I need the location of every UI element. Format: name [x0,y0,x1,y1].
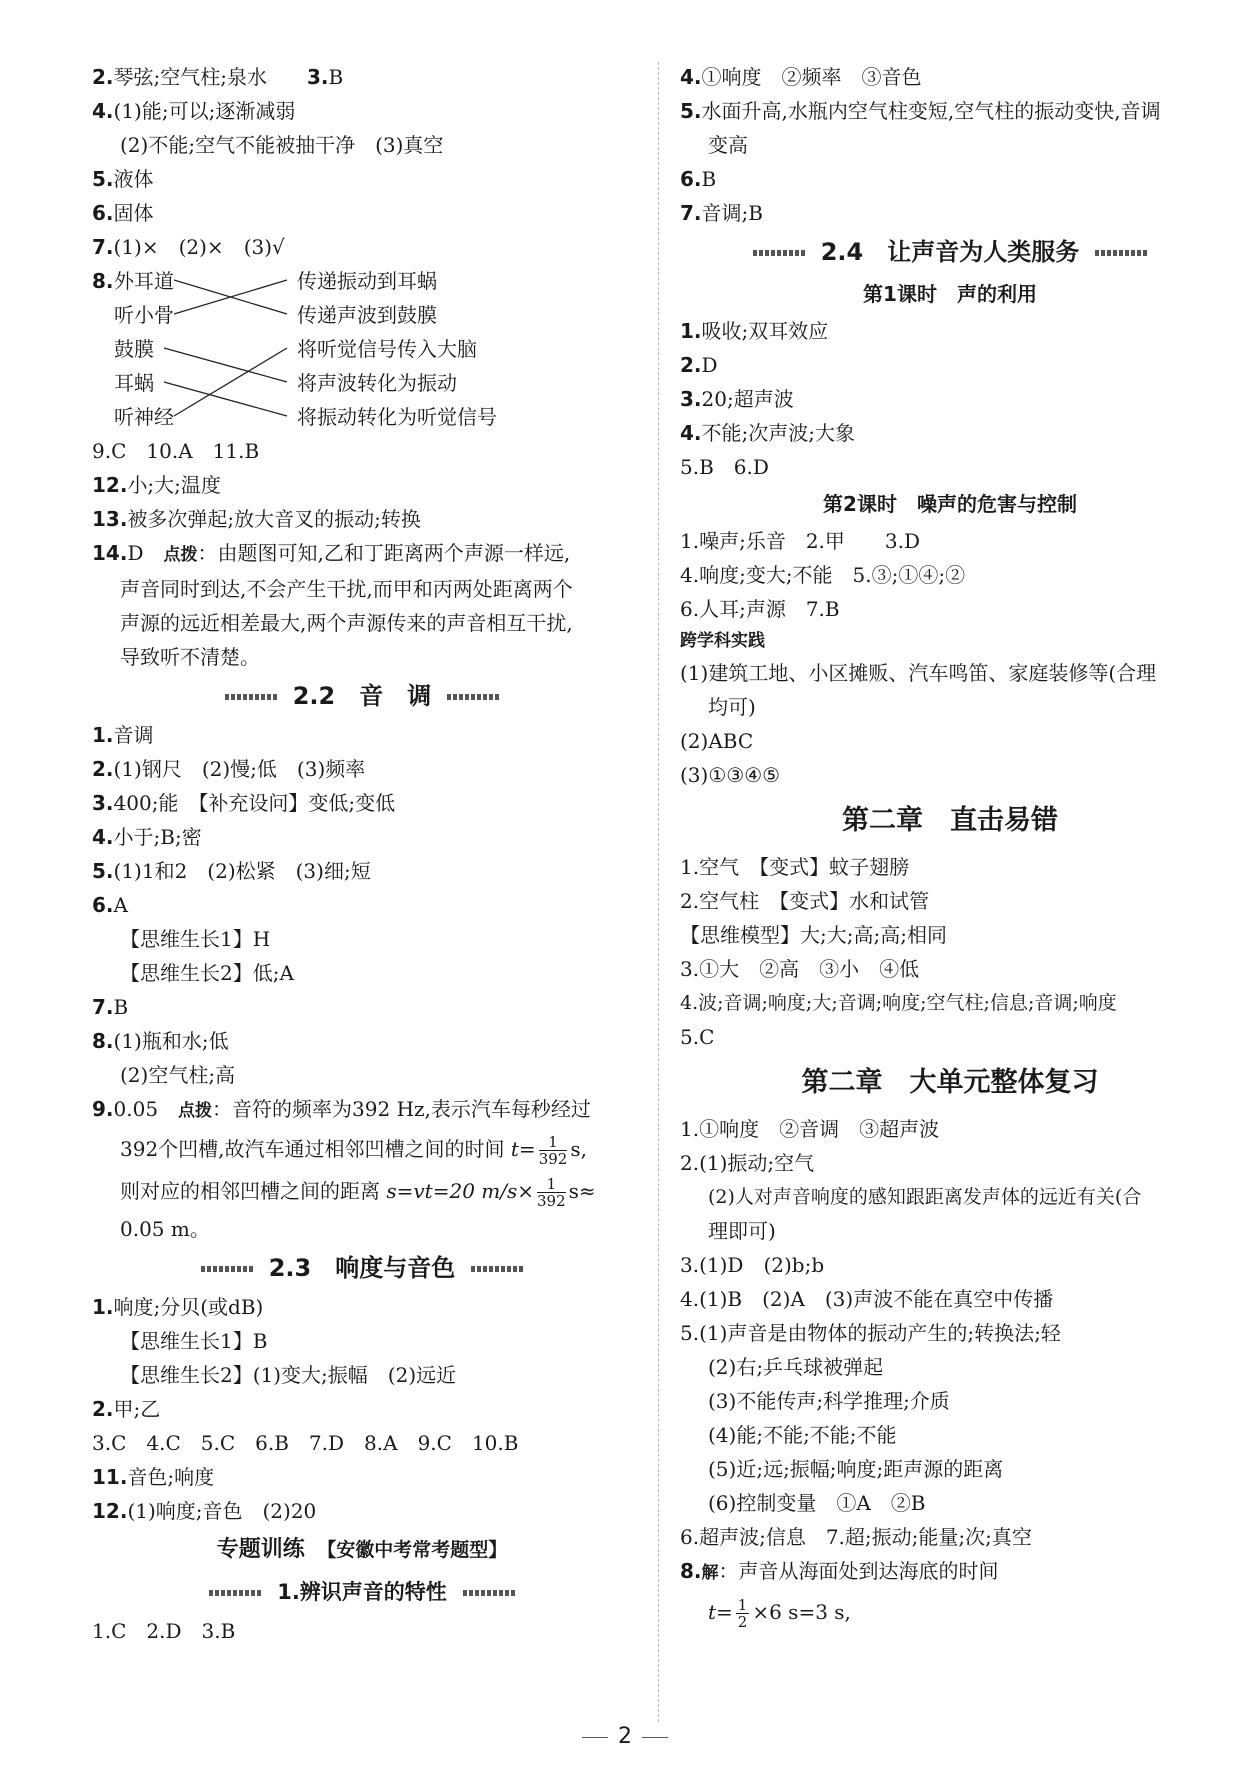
tip-label: 点拨 [178,1101,213,1121]
answer-line: 1.C 2.D 3.B [92,1619,236,1643]
answer-line: (3)不能传声;科学推理;介质 [708,1389,950,1413]
answer-line: 3.①大 ②高 ③小 ④低 [680,957,920,981]
answer-line: (5)近;远;振幅;响度;距声源的距离 [708,1457,1004,1481]
fraction: $\frac{1}{392}$ [537,1175,566,1210]
match-line [174,348,287,416]
answer-line: 2.(1)振动;空气 [680,1151,815,1175]
answer-line: 7.B [92,995,129,1019]
lesson-heading: 第2课时 噪声的危害与控制 [823,492,1077,516]
answer-line: 8.(1)瓶和水;低 [92,1029,229,1053]
answer-line: 导致听不清楚。 [120,645,260,669]
answer-line: 2.(1)钢尺 (2)慢;低 (3)频率 [92,757,366,781]
tip-label: 点拨 [163,545,198,565]
heading-decoration [471,1266,523,1272]
answer-line: (3)①③④⑤ [680,763,781,787]
match-right-item: 传递振动到耳蜗 [297,269,437,293]
chapter-heading: 第二章 直击易错 [842,805,1058,836]
answer-line: 3.C 4.C 5.C 6.B 7.D 8.A 9.C 10.B [92,1431,519,1455]
answer-line: 4.不能;次声波;大象 [680,421,855,445]
answer-line: 6.A [92,893,128,917]
section-heading: 2.2 音 调 [92,676,632,716]
answer-line: 5.(1)1和2 (2)松紧 (3)细;短 [92,859,371,883]
answer-line: 2.空气柱 【变式】水和试管 [680,889,930,913]
answer-line: (4)能;不能;不能;不能 [708,1423,897,1447]
column-divider [658,62,659,1722]
special-heading: 专题训练 【安徽中考常考题型】 [216,1537,508,1562]
heading-decoration [209,1590,261,1596]
answer-line: 5.B 6.D [680,455,769,479]
answer-line: t= $\frac{1}{2}$ ×6 s=3 s, [708,1596,851,1631]
match-left-item: 外耳道 [114,269,174,293]
section-heading: 1.辨识声音的特性 [92,1572,632,1612]
cross-subject-heading: 跨学科实践 [680,631,765,651]
answer-line: 5.水面升高,水瓶内空气柱变短,空气柱的振动变快,音调 [680,99,1161,123]
answer-line: 0.05 m。 [120,1217,210,1241]
answer-line: 7.音调;B [680,201,763,225]
match-left-item: 耳蜗 [114,371,154,395]
answer-line: 1.吸收;双耳效应 [680,319,829,343]
answer-line: 392个凹槽,故汽车通过相邻凹槽之间的时间 t= $\frac{1}{392}$ s, [120,1133,587,1168]
answer-line: 5.液体 [92,167,154,191]
match-line [164,348,287,382]
answer-line: (2)ABC [680,729,754,753]
fraction: $\frac{1}{392}$ [538,1133,568,1168]
section-heading: 2.4 让声音为人类服务 [680,232,1220,272]
answer-line: 6.固体 [92,201,154,225]
question-number: 8. [92,269,114,293]
answer-line: (6)控制变量 ①A ②B [708,1491,926,1515]
answer-line: 4.(1)能;可以;逐渐减弱 [92,99,296,123]
answer-line: 声音同时到达,不会产生干扰,而甲和丙两处距离两个 [120,577,573,601]
answer-line: 6.超声波;信息 7.超;振动;能量;次;真空 [680,1525,1032,1549]
match-right-item: 将振动转化为听觉信号 [297,405,497,429]
answer-line: 12.(1)响度;音色 (2)20 [92,1499,317,1523]
heading-decoration [753,250,805,256]
answer-line: 9.0.05 点拨：音符的频率为392 Hz,表示汽车每秒经过 [92,1097,591,1121]
right-column [680,60,1220,1634]
chapter-heading: 第二章 大单元整体复习 [801,1067,1099,1098]
answer-line: 声源的远近相差最大,两个声源传来的声音相互干扰, [120,611,573,635]
answer-line: (2)不能;空气不能被抽干净 (3)真空 [120,133,444,157]
answer-line: 8.解：声音从海面处到达海底的时间 [680,1559,999,1583]
answer-line: 6.人耳;声源 7.B [680,597,840,621]
heading-decoration [463,1590,515,1596]
answer-line: (2)空气柱;高 [120,1063,236,1087]
answer-line: (1)建筑工地、小区摊贩、汽车鸣笛、家庭装修等(合理 [680,661,1157,685]
page-number-dash [642,1737,668,1738]
answer-line: 变高 [708,133,748,157]
answer-line: 【思维模型】大;大;高;高;相同 [680,923,947,947]
answer-line: 9.C 10.A 11.B [92,439,260,463]
answer-line: 1.空气 【变式】蚊子翅膀 [680,855,910,879]
matching-diagram [92,264,632,434]
answer-line: 1.①响度 ②音调 ③超声波 [680,1117,940,1141]
answer-line: 7.(1)× (2)× (3)√ [92,235,285,259]
answer-line: 14.D 点拨：由题图可知,乙和丁距离两个声源一样远, [92,541,571,565]
match-right-item: 将听觉信号传入大脑 [297,337,477,361]
answer-line: 5.C [680,1025,715,1049]
answer-line: 5.(1)声音是由物体的振动产生的;转换法;轻 [680,1321,1061,1345]
heading-decoration [225,694,277,700]
answer-line: (2)人对声音响度的感知跟距离发声体的远近有关(合 [708,1186,1142,1208]
answer-line: 【思维生长1】H [120,927,271,951]
heading-decoration [447,694,499,700]
answer-line: 则对应的相邻凹槽之间的距离 s=vt=20 m/s× $\frac{1}{392}$ s≈ [120,1175,596,1210]
answer-line: 2.D [680,353,718,377]
answer-line: (2)右;乒乓球被弹起 [708,1355,884,1379]
answer-line: 4.响度;变大;不能 5.③;①④;② [680,563,966,587]
fraction: $\frac{1}{2}$ [737,1596,748,1631]
heading-decoration [1095,250,1147,256]
answer-line: 【思维生长2】(1)变大;振幅 (2)远近 [120,1363,457,1387]
match-left-item: 听小骨 [114,303,174,327]
answer-line: 6.B [680,167,717,191]
section-heading: 2.3 响度与音色 [92,1248,632,1288]
left-column [92,60,632,1648]
match-right-item: 传递声波到鼓膜 [297,303,437,327]
answer-line: 12.小;大;温度 [92,473,221,497]
answer-line: 1.噪声;乐音 2.甲 3.D [680,529,921,553]
answer-line: 2.甲;乙 [92,1397,161,1421]
answer-line: 4.小于;B;密 [92,825,202,849]
match-right-item: 将声波转化为振动 [297,371,457,395]
answer-line: 理即可) [708,1219,776,1243]
answer-line: 11.音色;响度 [92,1465,215,1489]
answer-line: 4.波;音调;响度;大;音调;响度;空气柱;信息;音调;响度 [680,992,1117,1014]
answer-line: 3.400;能 【补充设问】变低;变低 [92,791,396,815]
match-left-item: 听神经 [114,405,174,429]
answer-line: 3.20;超声波 [680,387,794,411]
answer-line: 【思维生长2】低;A [120,961,294,985]
answer-line: 4.(1)B (2)A (3)声波不能在真空中传播 [680,1287,1054,1311]
solution-label: 解 [701,1563,719,1583]
answer-line: 1.音调 [92,723,154,747]
answer-line: 13.被多次弹起;放大音叉的振动;转换 [92,507,421,531]
page-number: 2 [0,1724,1250,1749]
answer-line: 4.①响度 ②频率 ③音色 [680,65,922,89]
heading-decoration [201,1266,253,1272]
lesson-heading: 第1课时 声的利用 [863,282,1037,306]
match-left-item: 鼓膜 [114,337,154,361]
answer-line: 3.(1)D (2)b;b [680,1253,825,1277]
page-number-dash [582,1737,608,1738]
answer-line: 均可) [708,695,756,719]
answer-line: 2.琴弦;空气柱;泉水 3.B [92,65,344,89]
answer-line: 【思维生长1】B [120,1329,268,1353]
answer-line: 1.响度;分贝(或dB) [92,1295,264,1319]
